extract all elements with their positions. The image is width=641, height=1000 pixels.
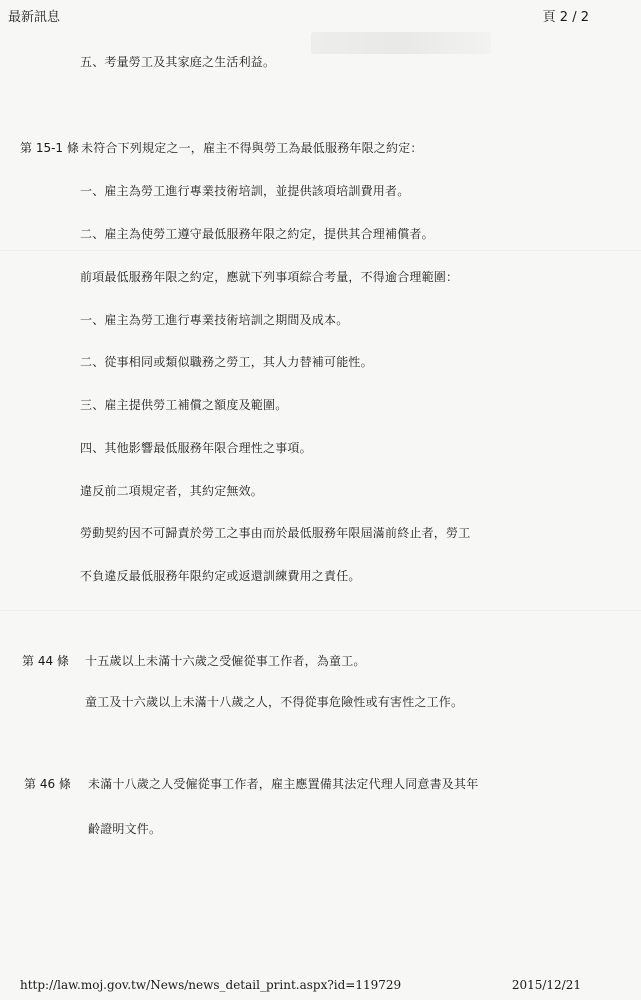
text-line: 童工及十六歲以上未滿十八歲之人，不得從事危險性或有害性之工作。 — [85, 695, 464, 709]
text-line: 二、雇主為使勞工遵守最低服務年限之約定，提供其合理補償者。 — [80, 227, 434, 241]
text-line: 未符合下列規定之一，雇主不得與勞工為最低服務年限之約定： — [81, 141, 423, 155]
page-number: 頁 2 / 2 — [542, 10, 589, 25]
article-number: 第 15-1 條 — [20, 141, 79, 155]
text-line: 二、從事相同或類似職務之勞工，其人力替補可能性。 — [80, 355, 373, 369]
text-line: 勞動契約因不可歸責於勞工之事由而於最低服務年限屆滿前終止者，勞工 — [80, 526, 471, 540]
article-number: 第 44 條 — [22, 654, 69, 668]
print-date: 2015/12/21 — [511, 978, 581, 992]
article-number: 第 46 條 — [24, 777, 71, 791]
fold-line — [0, 610, 641, 611]
text-line: 齡證明文件。 — [88, 822, 162, 836]
text-line: 不負違反最低服務年限約定或返還訓練費用之責任。 — [80, 569, 361, 583]
text-line: 四、其他影響最低服務年限合理性之事項。 — [80, 441, 312, 455]
scan-artifact — [311, 32, 491, 54]
fold-line — [0, 250, 641, 251]
header-title: 最新訊息 — [8, 10, 61, 25]
text-line: 前項最低服務年限之約定，應就下列事項綜合考量，不得逾合理範圍： — [80, 270, 459, 284]
text-line: 一、雇主為勞工進行專業技術培訓，並提供該項培訓費用者。 — [80, 184, 410, 198]
text-line: 違反前二項規定者，其約定無效。 — [80, 484, 264, 498]
source-url: http://law.moj.gov.tw/News/news_detail_print.aspx?id=119729 — [20, 978, 402, 992]
text-line: 未滿十八歲之人受僱從事工作者，雇主應置備其法定代理人同意書及其年 — [88, 777, 479, 791]
text-line: 三、雇主提供勞工補償之額度及範圍。 — [80, 398, 288, 412]
text-line: 五、考量勞工及其家庭之生活利益。 — [80, 55, 276, 69]
text-line: 一、雇主為勞工進行專業技術培訓之期間及成本。 — [80, 313, 349, 327]
text-line: 十五歲以上未滿十六歲之受僱從事工作者，為童工。 — [85, 654, 366, 668]
